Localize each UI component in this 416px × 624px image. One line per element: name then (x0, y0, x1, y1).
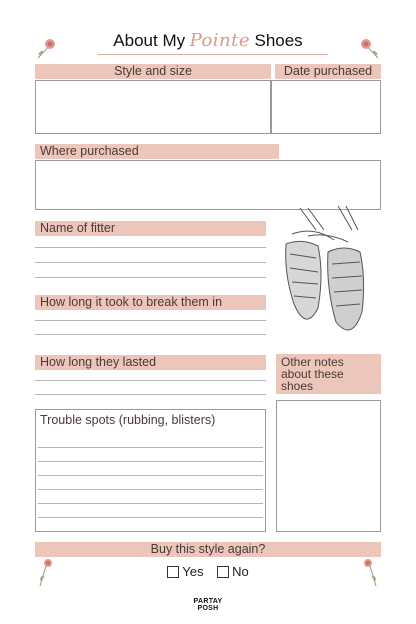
page-title-prefix: About My (113, 31, 186, 50)
other-notes-header: Other notes about these shoes (276, 354, 381, 394)
page-title-script: Pointe (189, 30, 251, 51)
buy-again-header: Buy this style again? (35, 542, 381, 557)
date-purchased-field[interactable] (271, 80, 381, 134)
where-purchased-header: Where purchased (35, 144, 279, 159)
no-checkbox[interactable] (217, 566, 229, 578)
where-purchased-field[interactable] (35, 160, 381, 210)
rose-ornament-icon (360, 556, 382, 588)
page-title-suffix: Shoes (254, 31, 303, 50)
pointe-shoes-illustration (278, 204, 378, 344)
lasted-header: How long they lasted (35, 355, 266, 370)
lasted-line[interactable] (35, 380, 266, 381)
fitter-line[interactable] (35, 247, 266, 248)
other-notes-field[interactable] (276, 400, 381, 532)
yes-label: Yes (182, 564, 204, 579)
rose-ornament-icon (34, 556, 56, 588)
lasted-line[interactable] (35, 394, 266, 395)
trouble-spots-label: Trouble spots (rubbing, blisters) (40, 413, 216, 427)
yes-checkbox[interactable] (167, 566, 179, 578)
yes-option[interactable] (167, 564, 203, 579)
rose-ornament-icon (34, 36, 60, 62)
trouble-line[interactable] (38, 517, 263, 518)
trouble-line[interactable] (38, 503, 263, 504)
no-option[interactable] (217, 564, 249, 579)
trouble-line[interactable] (38, 489, 263, 490)
rose-ornament-icon (356, 36, 382, 62)
trouble-line[interactable] (38, 447, 263, 448)
buy-again-options (0, 564, 416, 579)
trouble-line[interactable] (38, 461, 263, 462)
no-label: No (232, 564, 249, 579)
trouble-line[interactable] (38, 475, 263, 476)
footer-logo: PARTAY POSH (193, 598, 223, 612)
title-underline (98, 54, 328, 55)
fitter-line[interactable] (35, 262, 266, 263)
style-size-field[interactable] (35, 80, 271, 134)
break-in-line[interactable] (35, 334, 266, 335)
trouble-spots-box[interactable] (35, 409, 266, 532)
name-of-fitter-header: Name of fitter (35, 221, 266, 236)
header (0, 30, 416, 56)
fitter-line[interactable] (35, 277, 266, 278)
break-in-header: How long it took to break them in (35, 295, 266, 310)
break-in-line[interactable] (35, 320, 266, 321)
date-purchased-header: Date purchased (275, 64, 381, 79)
style-size-header: Style and size (35, 64, 271, 79)
